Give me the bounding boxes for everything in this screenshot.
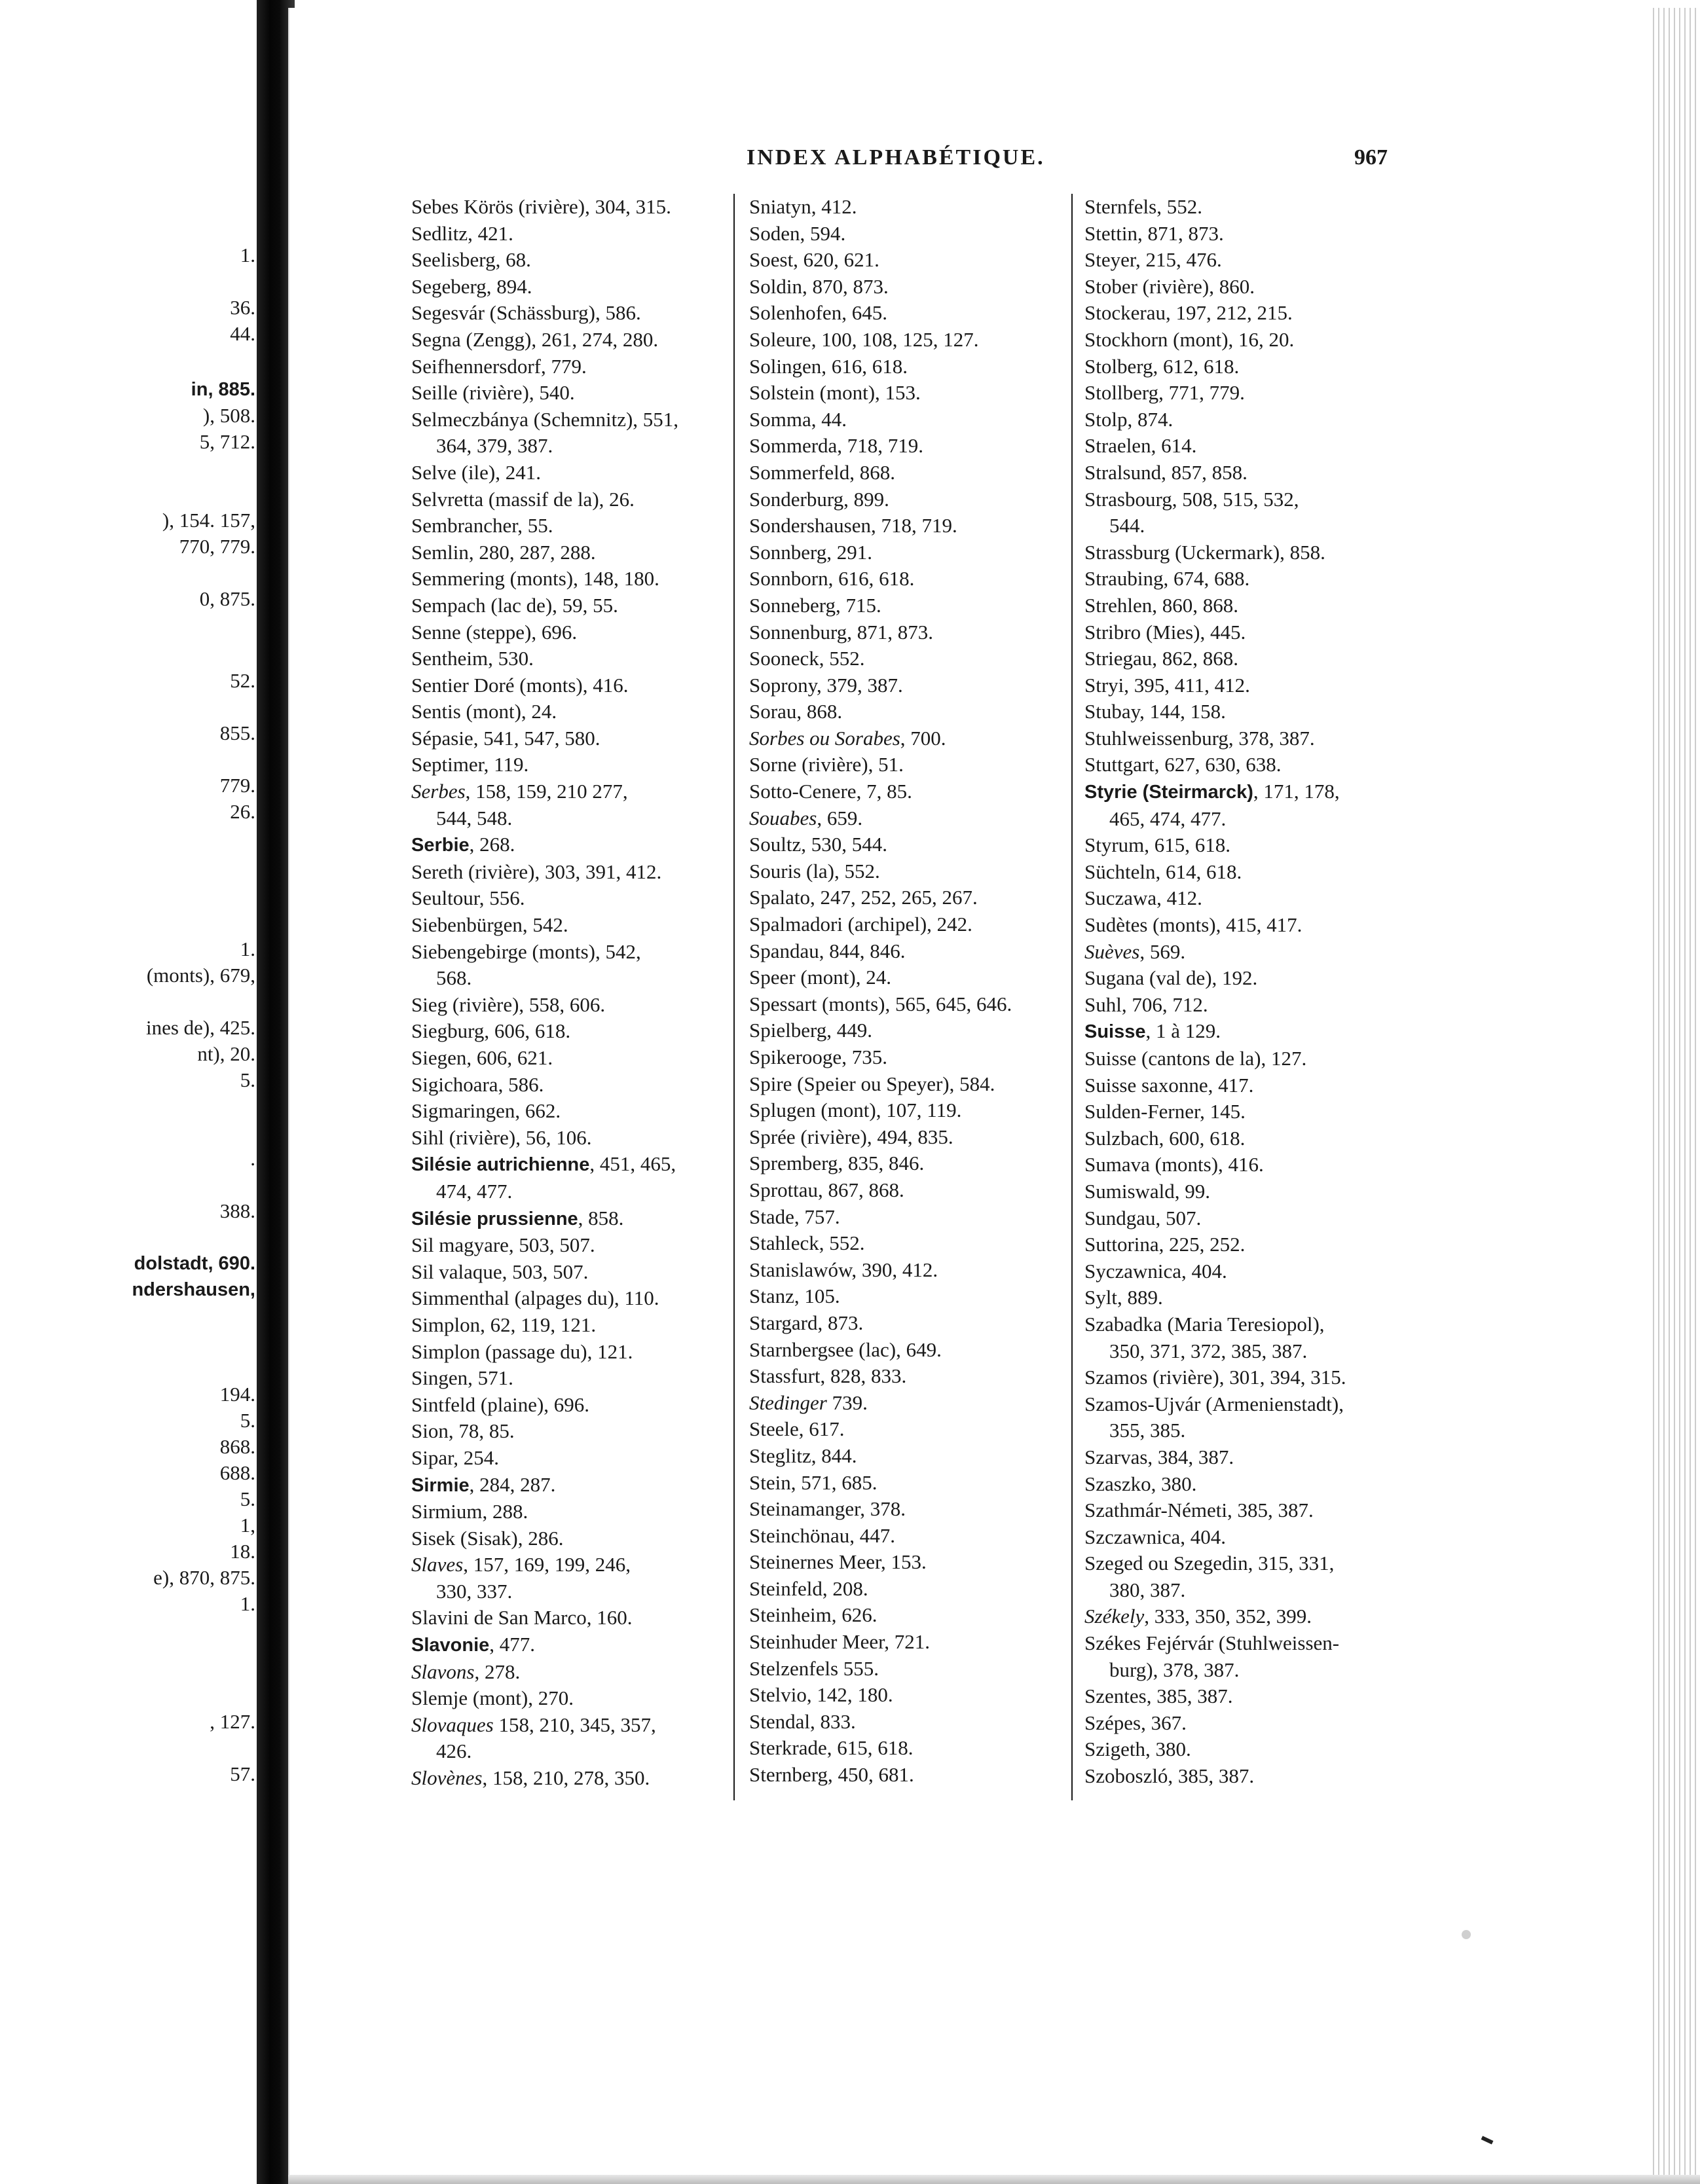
index-entry-headword: Slaves (411, 1553, 464, 1576)
index-entry: Soprony, 379, 387. (749, 673, 903, 697)
column-rule (1071, 194, 1073, 1800)
index-entry: Sigmaringen, 662. (411, 1099, 561, 1123)
index-entry: Sereth (rivière), 303, 391, 412. (411, 860, 662, 883)
index-entry: Straelen, 614. (1084, 434, 1197, 458)
index-entry: Souris (la), 552. (749, 859, 880, 883)
index-entry: Stockerau, 197, 212, 215. (1084, 301, 1293, 325)
index-entry: Syczawnica, 404. (1084, 1259, 1227, 1283)
index-entry-pages: , 158, 210, 278, 350. (482, 1766, 650, 1790)
index-entry-headword: Sorbes ou Sorabes (749, 726, 900, 750)
index-entry (1084, 939, 1412, 966)
index-entry: Siegburg, 606, 618. (411, 1019, 571, 1043)
index-entry-continuation: 364, 379, 387. (436, 434, 553, 458)
index-entry: Sniatyn, 412. (749, 195, 857, 218)
page-bottom-edge (288, 2175, 1700, 2184)
index-entry: Sil magyare, 503, 507. (411, 1233, 595, 1257)
index-entry: Steinchönau, 447. (749, 1523, 895, 1547)
index-entry-headword: Sirmie (411, 1474, 470, 1496)
index-entry: Steglitz, 844. (749, 1444, 857, 1467)
facing-page-line: 1. (240, 244, 255, 266)
index-entry: Steinheim, 626. (749, 1603, 878, 1627)
index-entry-pages: , 171, 178, (1253, 780, 1340, 803)
index-entry: Spalmadori (archipel), 242. (749, 913, 972, 936)
index-entry: Spalato, 247, 252, 265, 267. (749, 886, 978, 909)
index-entry: Sembrancher, 55. (411, 514, 553, 537)
index-entry: Sulzbach, 600, 618. (1084, 1126, 1246, 1150)
index-entry: Sorne (rivière), 51. (749, 753, 904, 776)
index-entry-headword: Slavons (411, 1660, 475, 1683)
index-entry-pages: , 278. (474, 1660, 521, 1683)
index-entry: Spielberg, 449. (749, 1019, 872, 1042)
index-entry: Septimer, 119. (411, 753, 529, 776)
index-entry (411, 1151, 719, 1178)
index-entry: Stargard, 873. (749, 1311, 864, 1334)
facing-page-line: ), 508. (202, 404, 255, 427)
facing-page-line: ), 154. 157, (162, 509, 255, 532)
index-entry: Sudètes (monts), 415, 417. (1084, 913, 1303, 937)
index-entry-headword: Slavonie (411, 1635, 490, 1656)
index-entry: Sumiswald, 99. (1084, 1179, 1211, 1203)
index-entry: Striegau, 862, 868. (1084, 647, 1239, 670)
index-entry (749, 1390, 1057, 1417)
facing-page-line: 5. (240, 1409, 255, 1432)
index-entry-pages: , 284, 287. (469, 1472, 556, 1496)
index-entry-headword: Suisse (1084, 1021, 1146, 1043)
index-entry: Steinhuder Meer, 721. (749, 1630, 930, 1654)
facing-page-line: 26. (230, 800, 255, 823)
index-entry-headword: Styrie (Steirmarck) (1084, 782, 1253, 803)
facing-page-line: 57. (230, 1762, 255, 1785)
index-entry: Szabadka (Maria Teresiopol), (1084, 1312, 1325, 1336)
facing-page-line: nt), 20. (197, 1042, 255, 1065)
index-entry: Soleure, 100, 108, 125, 127. (749, 327, 979, 351)
index-entry: Stelvio, 142, 180. (749, 1683, 893, 1707)
index-entry-pages: , 858. (578, 1206, 624, 1229)
index-entry: Spessart (monts), 565, 645, 646. (749, 992, 1012, 1015)
index-entry-headword: Souabes (749, 806, 817, 829)
index-entry: Steele, 617. (749, 1417, 845, 1441)
index-entry: Stein, 571, 685. (749, 1470, 878, 1494)
index-entry: Semmering (monts), 148, 180. (411, 567, 659, 591)
index-entry-pages: , 157, 169, 199, 246, (463, 1553, 631, 1576)
index-entry: Spikerooge, 735. (749, 1046, 887, 1068)
facing-page-line: 36. (230, 296, 255, 319)
index-entry: Sundgau, 507. (1084, 1206, 1202, 1229)
index-entry: Spandau, 844, 846. (749, 939, 906, 962)
index-entry: Sentier Doré (monts), 416. (411, 673, 629, 697)
index-entry: Slemje (mont), 270. (411, 1686, 574, 1710)
index-entry: Sterkrade, 615, 618. (749, 1736, 914, 1760)
index-entry: Sumava (monts), 416. (1084, 1153, 1264, 1176)
index-entry-continuation: 355, 385. (1109, 1419, 1186, 1442)
index-entry: Simplon, 62, 119, 121. (411, 1313, 597, 1336)
index-entry: Stuttgart, 627, 630, 638. (1084, 753, 1282, 776)
index-entry: Stade, 757. (749, 1205, 840, 1228)
index-entry (749, 725, 1057, 752)
index-entry: Steinamanger, 378. (749, 1497, 906, 1521)
index-entry: Singen, 571. (411, 1366, 513, 1390)
index-entry: Segesvár (Schässburg), 586. (411, 301, 641, 325)
index-entry (411, 1631, 719, 1659)
index-entry: Soest, 620, 621. (749, 248, 879, 272)
index-entry-continuation: 350, 371, 372, 385, 387. (1109, 1339, 1308, 1362)
facing-page-line: 688. (219, 1461, 255, 1484)
index-entry: Stockhorn (mont), 16, 20. (1084, 327, 1295, 351)
index-entry: Stendal, 833. (749, 1709, 856, 1733)
facing-page-line: ndershausen, (132, 1279, 255, 1300)
index-entry: Szamos-Ujvár (Armenienstadt), (1084, 1392, 1344, 1415)
index-entry-headword: Stedinger (749, 1391, 827, 1414)
index-entry: Steyer, 215, 476. (1084, 248, 1222, 272)
index-entry (411, 1205, 719, 1233)
index-entry: Steinernes Meer, 153. (749, 1550, 927, 1574)
index-entry-continuation: 568. (436, 966, 472, 990)
index-entry: Siebengebirge (monts), 542, (411, 939, 641, 963)
index-entry: Seelisberg, 68. (411, 248, 531, 272)
index-entry-headword: Slovaques (411, 1713, 494, 1736)
index-entry: Stubay, 144, 158. (1084, 700, 1226, 723)
index-entry: Soden, 594. (749, 221, 846, 245)
index-entry: Stryi, 395, 411, 412. (1084, 673, 1250, 697)
index-entry: Spremberg, 835, 846. (749, 1152, 925, 1175)
index-entry: Straubing, 674, 688. (1084, 567, 1250, 591)
index-entry (411, 1659, 719, 1686)
index-entry: Stahleck, 552. (749, 1231, 865, 1255)
index-entry: Senne (steppe), 696. (411, 620, 578, 644)
index-entry-pages: , 1 à 129. (1145, 1019, 1221, 1043)
index-entry: Szentes, 385, 387. (1084, 1684, 1233, 1708)
facing-page-line: . (250, 1147, 255, 1170)
index-entry: Sprée (rivière), 494, 835. (749, 1125, 953, 1148)
index-entry: Sonderburg, 899. (749, 487, 889, 511)
index-entry-pages: , 659. (817, 806, 863, 829)
index-entry: Sternfels, 552. (1084, 195, 1202, 218)
index-entry: Stettin, 871, 873. (1084, 221, 1224, 245)
index-entry: Styrum, 615, 618. (1084, 833, 1231, 857)
index-entry (1084, 778, 1412, 806)
index-entry: Sommerfeld, 868. (749, 460, 895, 484)
index-entry: Simplon (passage du), 121. (411, 1339, 633, 1363)
facing-page-line: 868. (219, 1435, 255, 1458)
index-entry-headword: Silésie prussienne (411, 1208, 578, 1229)
index-entry (411, 1472, 719, 1499)
index-entry-pages: , 451, 465, (589, 1152, 676, 1176)
index-entry: Sigichoara, 586. (411, 1072, 544, 1096)
index-entry: Sooneck, 552. (749, 647, 865, 670)
index-entry-continuation: burg), 378, 387. (1109, 1658, 1240, 1681)
index-entry-continuation: 465, 474, 477. (1109, 807, 1227, 830)
index-entry-pages: , 477. (489, 1633, 536, 1656)
index-entry: Steinfeld, 208. (749, 1576, 868, 1600)
index-entry: Sentis (mont), 24. (411, 700, 557, 723)
index-entry: Sugana (val de), 192. (1084, 966, 1258, 990)
facing-page-line: 1. (240, 937, 255, 960)
index-entry: Simmenthal (alpages du), 110. (411, 1286, 659, 1310)
index-entry: Sentheim, 530. (411, 647, 534, 670)
index-entry-pages: , 569. (1139, 939, 1186, 963)
index-entry: Suczawa, 412. (1084, 886, 1202, 910)
index-entry: Szoboszló, 385, 387. (1084, 1764, 1255, 1788)
facing-page-line: 1, (240, 1514, 255, 1537)
index-entry-pages: 158, 210, 345, 357, (493, 1713, 656, 1736)
index-entry: Siebenbürgen, 542. (411, 913, 568, 937)
page-number: 967 (1354, 145, 1388, 170)
index-entry-headword: Serbes (411, 780, 466, 803)
facing-page-line: 194. (219, 1383, 255, 1406)
index-entry: Sintfeld (plaine), 696. (411, 1392, 590, 1416)
index-entry: Sommerda, 718, 719. (749, 434, 924, 458)
index-entry-continuation: 380, 387. (1109, 1578, 1186, 1601)
index-entry: Solingen, 616, 618. (749, 354, 908, 378)
index-entry: Stralsund, 857, 858. (1084, 460, 1247, 484)
index-entry: Süchteln, 614, 618. (1084, 860, 1242, 883)
index-entry: Stolp, 874. (1084, 407, 1173, 431)
index-entry: Speer (mont), 24. (749, 966, 891, 989)
facing-page-line: 1. (240, 1592, 255, 1615)
index-entry: Szeged ou Szegedin, 315, 331, (1084, 1552, 1335, 1575)
index-entry: Sieg (rivière), 558, 606. (411, 992, 606, 1016)
index-entry: Sihl (rivière), 56, 106. (411, 1125, 592, 1149)
index-entry: Segna (Zengg), 261, 274, 280. (411, 327, 659, 351)
index-entry: Solstein (mont), 153. (749, 381, 921, 405)
index-entry: Segeberg, 894. (411, 274, 532, 298)
index-entry (1084, 1018, 1412, 1046)
index-entry: Suhl, 706, 712. (1084, 992, 1208, 1016)
index-entry: Spire (Speier ou Speyer), 584. (749, 1072, 995, 1095)
facing-page-line: 18. (230, 1540, 255, 1563)
index-entry: Suisse saxonne, 417. (1084, 1073, 1254, 1097)
index-entry: Stelzenfels 555. (749, 1656, 879, 1680)
index-entry (411, 778, 719, 805)
index-entry-headword: Székely (1084, 1605, 1145, 1628)
index-entry: Szczawnica, 404. (1084, 1525, 1227, 1548)
facing-page-line: 770, 779. (179, 535, 255, 558)
facing-page-line: , 127. (210, 1710, 255, 1733)
index-entry: Strasbourg, 508, 515, 532, (1084, 487, 1299, 511)
index-entry: Selmeczbánya (Schemnitz), 551, (411, 407, 679, 431)
index-entry-pages: 739. (826, 1391, 868, 1414)
index-entry: Sirmium, 288. (411, 1500, 528, 1523)
facing-page-line: 5. (240, 1487, 255, 1510)
index-entry: Sorau, 868. (749, 700, 843, 723)
index-entry: Seille (rivière), 540. (411, 381, 575, 405)
index-column-3 (1084, 194, 1412, 1790)
facing-page-line: 855. (219, 721, 255, 744)
index-entry: Sebes Körös (rivière), 304, 315. (411, 195, 671, 218)
index-entry-pages: , 700. (900, 726, 946, 750)
index-entry: Siegen, 606, 621. (411, 1046, 553, 1069)
index-entry: Stanislawów, 390, 412. (749, 1258, 938, 1281)
index-entry-headword: Serbie (411, 835, 470, 856)
index-entry: Stanz, 105. (749, 1284, 840, 1308)
index-entry-headword: Suèves (1084, 939, 1140, 963)
index-entry: Splugen (mont), 107, 119. (749, 1099, 962, 1122)
index-entry: Szaszko, 380. (1084, 1472, 1197, 1495)
index-entry: Starnbergsee (lac), 649. (749, 1338, 942, 1361)
index-entry: Solenhofen, 645. (749, 301, 887, 325)
facing-page-line: dolstadt, 690. (134, 1253, 255, 1274)
index-entry: Sulden-Ferner, 145. (1084, 1100, 1246, 1123)
facing-page-line: in, 885. (191, 379, 255, 400)
index-entry: Szarvas, 384, 387. (1084, 1445, 1234, 1468)
facing-page-line: 0, 875. (199, 587, 255, 610)
running-title: INDEX ALPHABÉTIQUE. (747, 145, 1045, 170)
index-entry: Sonneberg, 715. (749, 593, 881, 617)
facing-page-line: 44. (230, 322, 255, 345)
index-entry: Soldin, 870, 873. (749, 274, 889, 298)
index-entry: Stribro (Mies), 445. (1084, 620, 1246, 644)
index-entry (411, 1552, 719, 1578)
index-entry: Sternberg, 450, 681. (749, 1763, 914, 1787)
index-entry: Szépes, 367. (1084, 1711, 1187, 1734)
index-entry: Sonnberg, 291. (749, 540, 873, 564)
index-column-1 (411, 194, 719, 1792)
index-entry-continuation: 544. (1109, 514, 1145, 537)
facing-page-line: 52. (230, 669, 255, 692)
index-entry: Székes Fejérvár (Stuhlweissen- (1084, 1631, 1340, 1655)
index-entry: Selvretta (massif de la), 26. (411, 487, 635, 511)
index-entry: Szamos (rivière), 301, 394, 315. (1084, 1366, 1346, 1389)
index-entry: Sedlitz, 421. (411, 221, 513, 245)
index-entry-continuation: 426. (436, 1739, 472, 1763)
facing-page-line: e), 870, 875. (153, 1566, 255, 1589)
facing-page-line: ines de), 425. (145, 1016, 255, 1039)
index-entry: Sonnenburg, 871, 873. (749, 620, 934, 644)
index-entry-pages: , 268. (469, 833, 515, 856)
index-entry: Sotto-Cenere, 7, 85. (749, 780, 912, 803)
index-entry-continuation: 330, 337. (436, 1579, 513, 1603)
index-entry-continuation: 474, 477. (436, 1179, 513, 1203)
index-entry: Soultz, 530, 544. (749, 833, 887, 856)
index-entry: Sisek (Sisak), 286. (411, 1526, 564, 1550)
column-rule (733, 194, 735, 1800)
index-entry: Stober (rivière), 860. (1084, 274, 1255, 298)
index-entry: Sylt, 889. (1084, 1286, 1163, 1309)
index-entry-pages: , 158, 159, 210 277, (465, 780, 628, 803)
index-entry: Stollberg, 771, 779. (1084, 381, 1245, 405)
index-entry: Sonnborn, 616, 618. (749, 567, 915, 591)
index-entry: Seifhennersdorf, 779. (411, 354, 587, 378)
index-entry: Slavini de San Marco, 160. (411, 1606, 633, 1629)
index-entry: Semlin, 280, 287, 288. (411, 540, 596, 564)
index-column-2 (749, 194, 1057, 1789)
index-entry: Stolberg, 612, 618. (1084, 354, 1240, 378)
index-entry-headword: Slovènes (411, 1766, 483, 1790)
index-entry: Strehlen, 860, 868. (1084, 593, 1239, 617)
facing-page-line: 388. (219, 1199, 255, 1222)
index-entry (411, 831, 719, 859)
index-entry (411, 1765, 719, 1792)
index-entry: Sprottau, 867, 868. (749, 1178, 904, 1201)
index-entry (749, 805, 1057, 832)
index-entry: Selve (ile), 241. (411, 460, 542, 484)
index-entry: Stuhlweissenburg, 378, 387. (1084, 726, 1315, 750)
index-entry: Sépasie, 541, 547, 580. (411, 726, 601, 750)
index-entry: Somma, 44. (749, 407, 847, 431)
paper-speck (1462, 1930, 1471, 1939)
index-entry-headword: Silésie autrichienne (411, 1154, 590, 1176)
index-entry (1084, 1603, 1412, 1630)
facing-page (0, 0, 262, 2184)
page-edges (1649, 8, 1700, 2184)
index-entry: Stassfurt, 828, 833. (749, 1364, 907, 1388)
facing-page-line: 5, 712. (199, 430, 255, 453)
index-entry: Suisse (cantons de la), 127. (1084, 1047, 1307, 1070)
index-entry: Seultour, 556. (411, 886, 525, 910)
index-entry: Strassburg (Uckermark), 858. (1084, 540, 1325, 564)
facing-page-line: 779. (219, 774, 255, 797)
index-entry-pages: , 333, 350, 352, 399. (1144, 1605, 1312, 1628)
index-entry: Sempach (lac de), 59, 55. (411, 593, 618, 617)
index-entry (411, 1712, 719, 1739)
facing-page-line: (monts), 679, (146, 964, 255, 987)
index-entry: Sil valaque, 503, 507. (411, 1260, 589, 1283)
index-entry: Sipar, 254. (411, 1446, 499, 1469)
index-entry: Szathmár-Németi, 385, 387. (1084, 1499, 1314, 1522)
index-entry: Sondershausen, 718, 719. (749, 514, 957, 537)
index-entry-continuation: 544, 548. (436, 806, 513, 829)
index-entry: Suttorina, 225, 252. (1084, 1233, 1246, 1256)
facing-page-line: 5. (240, 1068, 255, 1091)
index-entry: Sion, 78, 85. (411, 1419, 515, 1443)
index-entry: Szigeth, 380. (1084, 1738, 1191, 1761)
